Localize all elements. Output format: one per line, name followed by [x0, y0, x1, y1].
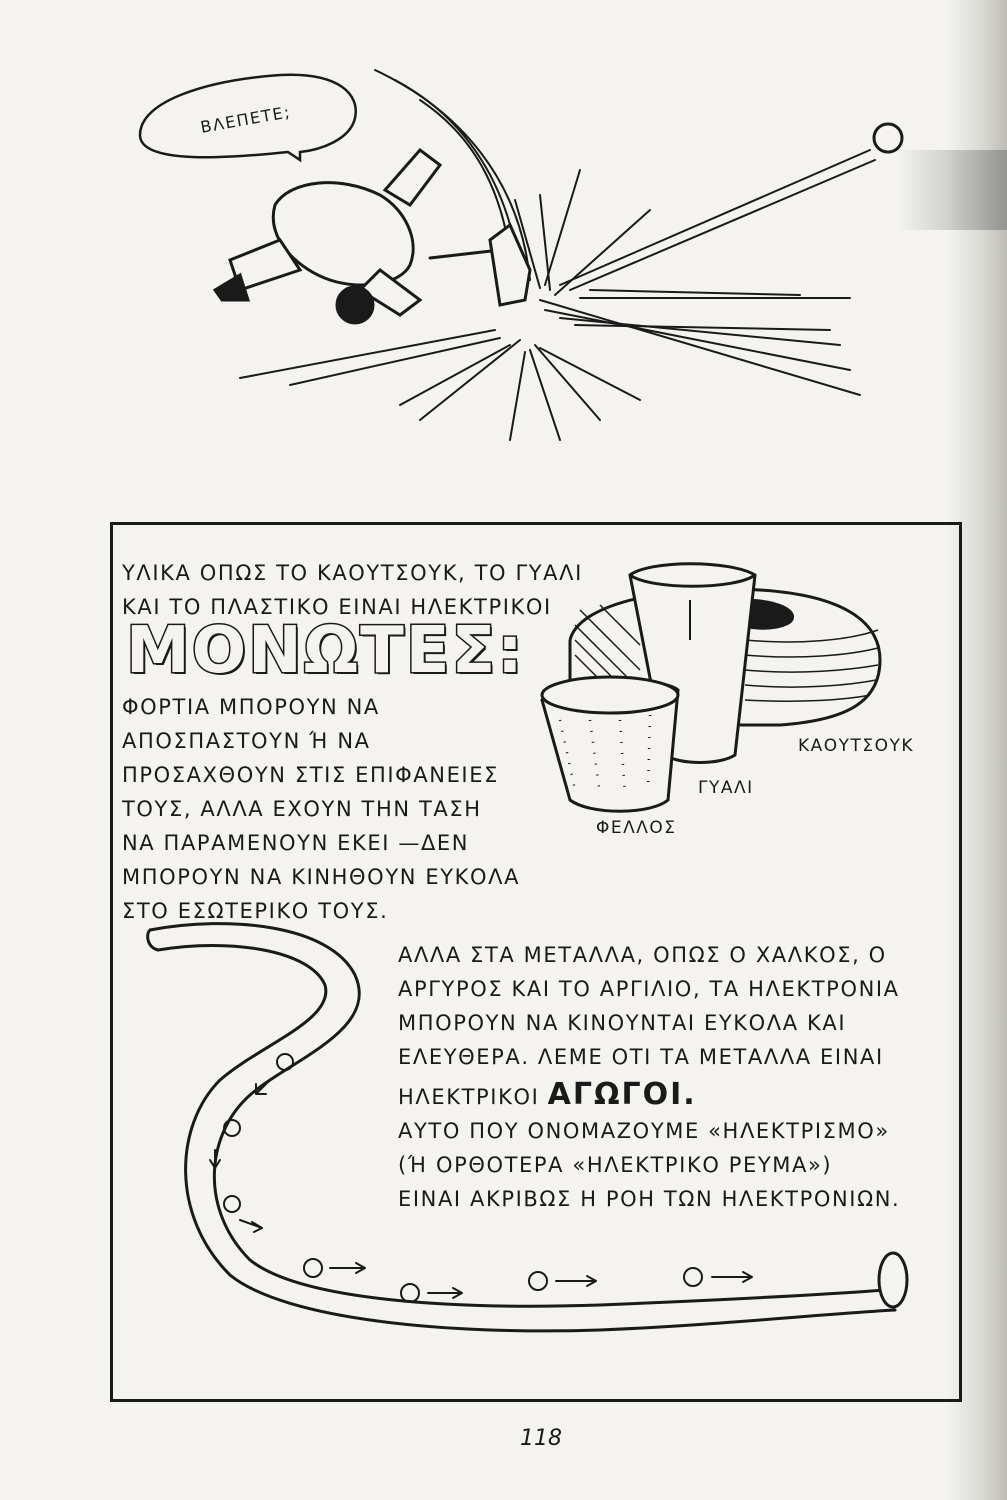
- current-line: ΕΙΝΑΙ ΑΚΡΙΒΩΣ Η ΡΟΗ ΤΩΝ ΗΛΕΚΤΡΟΝΙΩΝ.: [398, 1187, 901, 1211]
- page-number: 118: [520, 1426, 562, 1451]
- conductors-text: [398, 938, 918, 1216]
- conductors-line: [398, 1078, 918, 1114]
- rubber-label: ΚΑΟΥΤΣΟΥΚ: [798, 736, 915, 756]
- insulators-title: ΜΟΝΩΤΕΣ:: [126, 614, 525, 688]
- cork-label: ΦΕΛΛΟΣ: [596, 818, 677, 838]
- current-line: ΑΥΤΟ ΠΟΥ ΟΝΟΜΑΖΟΥΜΕ «ΗΛΕΚΤΡΙΣΜΟ»: [398, 1119, 890, 1143]
- description-line: ΠΡΟΣΑΧΘΟΥΝ ΣΤΙΣ ΕΠΙΦΑΝΕΙΕΣ: [122, 763, 499, 787]
- speech-bubble-text: ΒΛΕΠΕΤΕ;: [199, 102, 293, 137]
- character-figure: [215, 150, 530, 323]
- ball: [874, 124, 902, 152]
- conductors-word: ΑΓΩΓΟΙ.: [547, 1077, 697, 1112]
- insulators-description: [122, 690, 542, 928]
- description-line: ΝΑ ΠΑΡΑΜΕΝΟΥΝ ΕΚΕΙ —ΔΕΝ: [122, 831, 470, 855]
- description-line: ΣΤΟ ΕΣΩΤΕΡΙΚΟ ΤΟΥΣ.: [122, 899, 389, 923]
- glass-label: ΓΥΑΛΙ: [698, 778, 754, 798]
- description-line: ΤΟΥΣ, ΑΛΛΑ ΕΧΟΥΝ ΤΗΝ ΤΑΣΗ: [122, 797, 482, 821]
- metals-line: ΑΡΓΥΡΟΣ ΚΑΙ ΤΟ ΑΡΓΙΛΙΟ, ΤΑ ΗΛΕΚΤΡΟΝΙΑ: [398, 977, 900, 1001]
- metals-line: ΜΠΟΡΟΥΝ ΝΑ ΚΙΝΟΥΝΤΑΙ ΕΥΚΟΛΑ ΚΑΙ: [398, 1011, 847, 1035]
- current-line: (Ή ΟΡΘΟΤΕΡΑ «ΗΛΕΚΤΡΙΚΟ ΡΕΥΜΑ»): [398, 1153, 833, 1177]
- metals-line: ΑΛΛΑ ΣΤΑ ΜΕΤΑΛΛΑ, ΟΠΩΣ Ο ΧΑΛΚΟΣ, Ο: [398, 943, 887, 967]
- intro-line: ΥΛΙΚΑ ΟΠΩΣ ΤΟ ΚΑΟΥΤΣΟΥΚ, ΤΟ ΓΥΑΛΙ: [122, 561, 583, 585]
- intro-line: ΚΑΙ ΤΟ ΠΛΑΣΤΙΚΟ ΕΙΝΑΙ ΗΛΕΚΤΡΙΚΟΙ: [122, 595, 552, 619]
- comic-illustration: [0, 0, 1007, 520]
- description-line: ΑΠΟΣΠΑΣΤΟΥΝ Ή ΝΑ: [122, 729, 371, 753]
- description-line: ΜΠΟΡΟΥΝ ΝΑ ΚΙΝΗΘΟΥΝ ΕΥΚΟΛΑ: [122, 865, 521, 889]
- description-line: ΦΟΡΤΙΑ ΜΠΟΡΟΥΝ ΝΑ: [122, 695, 380, 719]
- metals-line: ΕΛΕΥΘΕΡΑ. ΛΕΜΕ ΟΤΙ ΤΑ ΜΕΤΑΛΛΑ ΕΙΝΑΙ: [398, 1045, 884, 1069]
- conductors-prefix: ΗΛΕΚΤΡΙΚΟΙ: [398, 1085, 540, 1109]
